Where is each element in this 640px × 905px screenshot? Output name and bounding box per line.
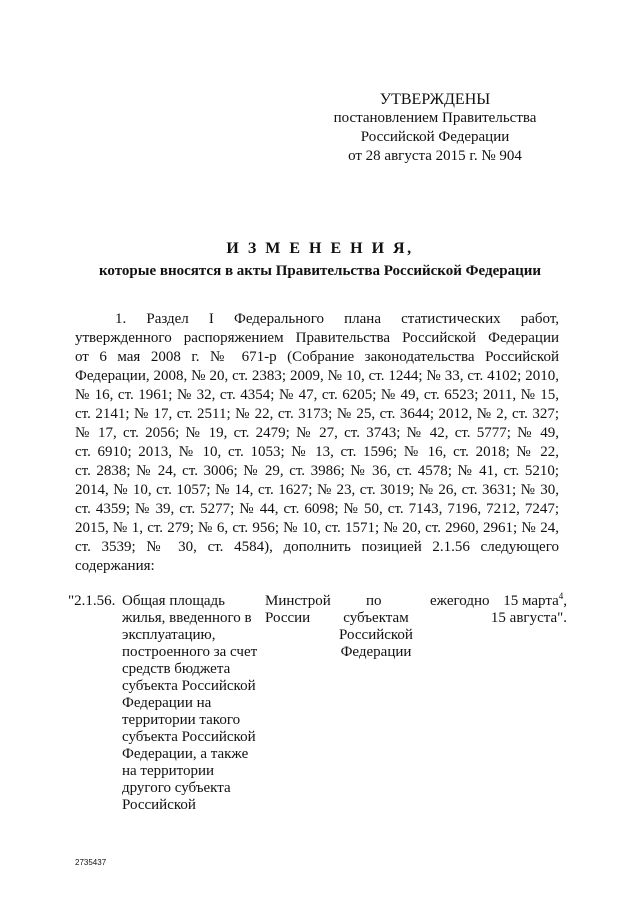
approval-line: постановлением Правительства [333, 110, 537, 126]
breakdown-line: субъектам [343, 610, 409, 626]
paragraph-line: 2015, № 1, ст. 279; № 6, ст. 956; № 10, ст. 1571; № 20, ст. 2960, 2961; № 24, [75, 520, 559, 536]
document-subtitle: которые вносятся в акты Правительства Российской Федерации [98, 263, 542, 279]
indicator-name-line: на территории [122, 763, 215, 779]
frequency: ежегодно [430, 593, 490, 609]
indicator-name-line: Российской [122, 797, 196, 813]
indicator-name-line: субъекта Российской [122, 678, 256, 694]
approval-title: УТВЕРЖДЕНЫ [379, 91, 491, 108]
paragraph-line: ст. 4359; № 39, ст. 5277; № 44, ст. 6098; № 50, ст. 7143, 7196, 7212, 7247; [75, 501, 559, 517]
breakdown-level [336, 610, 416, 661]
agency-line: России [265, 610, 311, 626]
document-code: 2735437 [75, 858, 107, 867]
breakdown-line: Российской [339, 627, 413, 643]
responsible-agency [265, 593, 331, 627]
paragraph-line: от 6 мая 2008 г. № 671-р (Собрание законодательства Российской [75, 349, 559, 365]
paragraph-line: 1. Раздел I Федерального плана статистических работ, [115, 311, 559, 327]
agency-line: Минстрой [265, 593, 331, 609]
paragraph-line: № 16, ст. 1961; № 32, ст. 4354; № 47, ст. 6205; № 49, ст. 6523; 2011, № 15, [75, 387, 559, 403]
deadline-first: 15 марта$^4$, [503, 591, 567, 609]
approval-line: Российской Федерации [360, 129, 510, 145]
paragraph-line: Федерации, 2008, № 20, ст. 2383; 2009, № 10, ст. 1244; № 33, ст. 4102; 2010, [75, 368, 559, 384]
deadline-second: 15 августа". [490, 610, 567, 626]
footnote-ref: 4 [558, 591, 564, 601]
deadlines [477, 593, 567, 627]
paragraph-line: 2014, № 10, ст. 1057; № 14, ст. 1627; № 23, ст. 3019; № 26, ст. 3631; № 30, [75, 482, 559, 498]
indicator-name-line: средств бюджета [122, 661, 231, 677]
paragraph-line: утвержденного распоряжением Правительства Российской Федерации [75, 330, 559, 346]
paragraph-line: ст. 2838; № 24, ст. 3006; № 29, ст. 3986; № 36, ст. 4578; № 41, ст. 5210; [75, 463, 559, 479]
indicator-name-line: другого субъекта [122, 780, 231, 796]
paragraph-line: ст. 3539; № 30, ст. 4584), дополнить позицией 2.1.56 следующего [75, 539, 559, 555]
indicator-name-line: Федерации, а также [122, 746, 249, 762]
indicator-name-line: жилья, введенного в [122, 610, 252, 626]
indicator-name-line: построенного за счет [122, 644, 258, 660]
document-title: И З М Е Н Е Н И Я, [226, 240, 414, 257]
breakdown-prefix: по [366, 593, 382, 609]
indicator-name-line: Федерации на [122, 695, 212, 711]
indicator-name-line: эксплуатацию, [122, 627, 216, 643]
indicator-name-line: субъекта Российской [122, 729, 256, 745]
indicator-name-line: Общая площадь [122, 593, 226, 609]
paragraph-line: ст. 6910; 2013, № 10, ст. 1053; № 13, ст. 1596; № 16, ст. 2018; № 22, [75, 444, 559, 460]
approval-block [330, 90, 540, 166]
indicator-name [122, 593, 262, 814]
breakdown-line: Федерации [340, 644, 412, 660]
paragraph-line: содержания: [75, 558, 155, 574]
main-paragraph [75, 310, 559, 576]
approval-line: от 28 августа 2015 г. № 904 [348, 148, 522, 164]
indicator-name-line: территории такого [122, 712, 241, 728]
paragraph-line: ст. 2141; № 17, ст. 2511; № 22, ст. 3173; № 25, ст. 3644; 2012, № 2, ст. 327; [75, 406, 559, 422]
item-number: "2.1.56. [68, 593, 116, 609]
paragraph-line: № 17, ст. 2056; № 19, ст. 2479; № 27, ст. 3743; № 42, ст. 5777; № 49, [75, 425, 559, 441]
